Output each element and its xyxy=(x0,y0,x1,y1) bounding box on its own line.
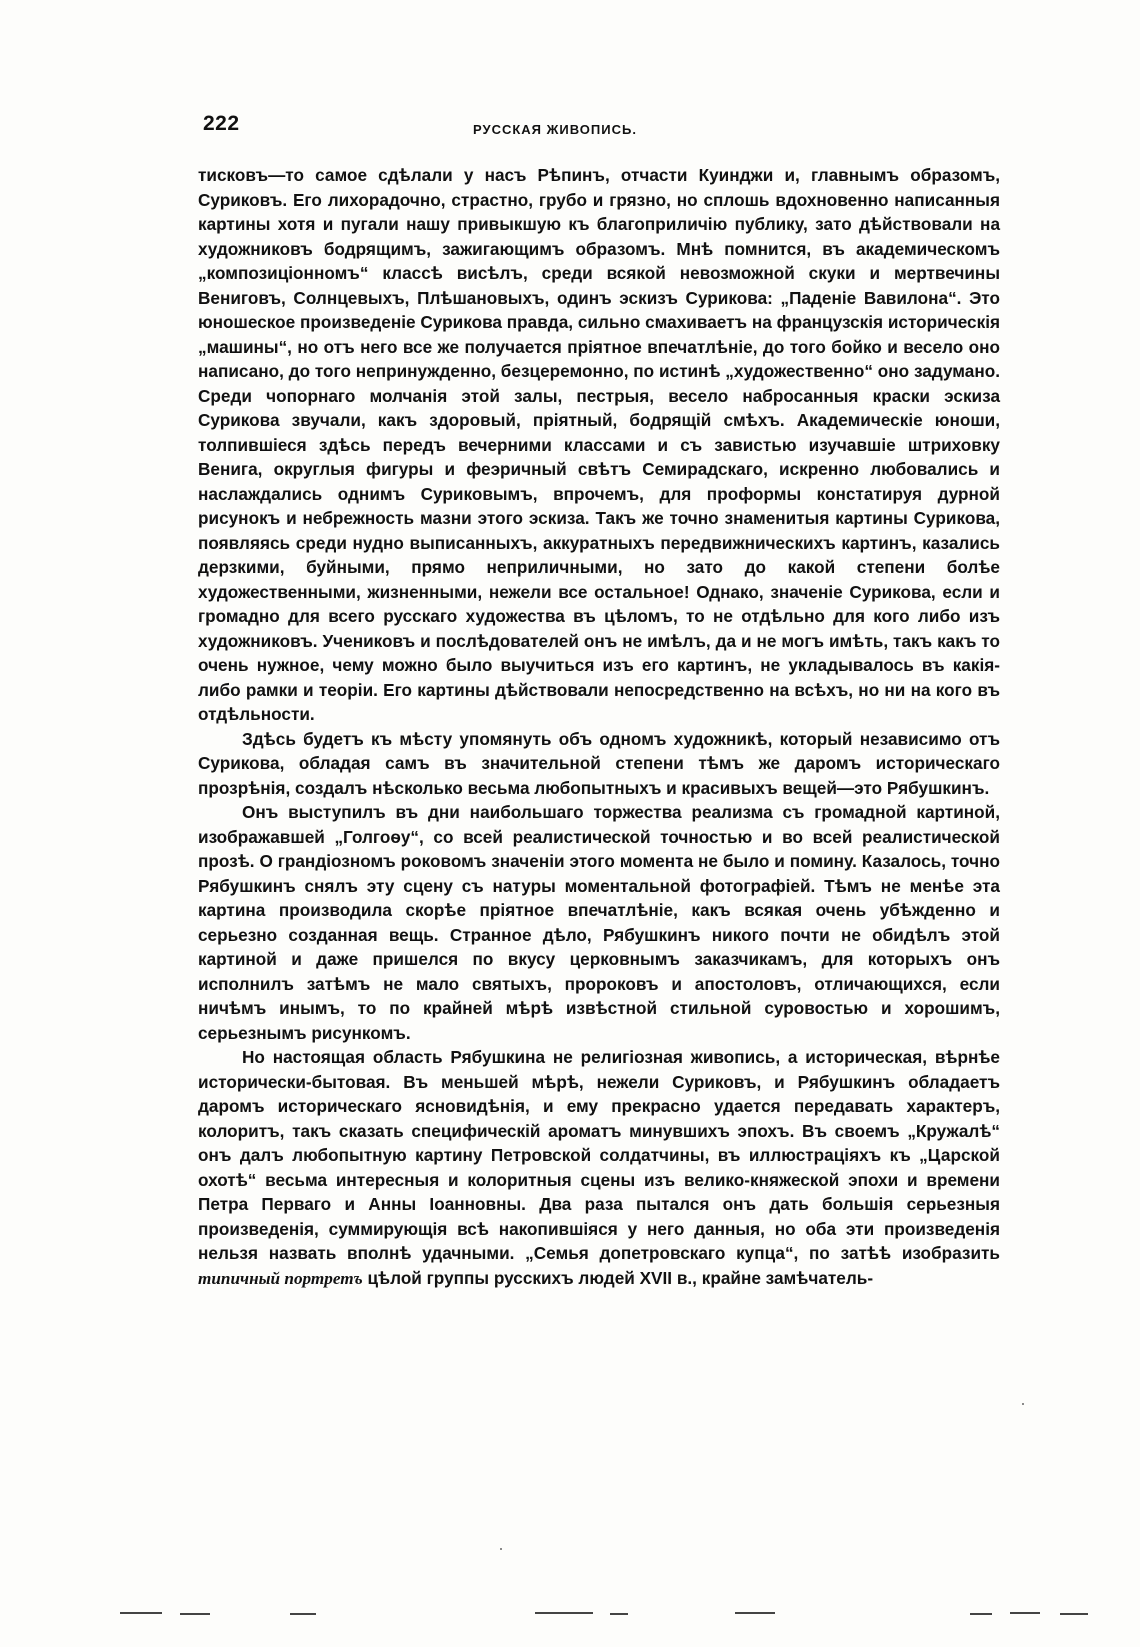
scan-mark xyxy=(120,1612,162,1614)
scan-speck xyxy=(500,1548,502,1550)
scan-mark xyxy=(610,1613,628,1615)
scan-mark xyxy=(735,1612,775,1614)
paragraph: Здѣсь будетъ къ мѣсту упомянуть объ одномъ художникѣ, который независимо отъ Сурикова, обладая самъ въ значительной степени тѣмъ же даромъ историческаго прозрѣнія, создалъ нѣсколько весьма любопытныхъ и красивыхъ вещей—это Рябушкинъ. xyxy=(198,728,1000,798)
scan-mark xyxy=(535,1612,593,1614)
scan-mark xyxy=(1060,1613,1088,1615)
italic-phrase: типичный портретъ xyxy=(198,1268,363,1288)
paragraph: тисковъ—то самое сдѣлали у насъ Рѣпинъ, отчасти Куинджи и, главнымъ образомъ, Суриковъ. Его лихорадочно, страстно, грубо и грязно, но сплошь вдохновенно написанныя картины хотя и пугали нашу привыкшую къ благоприличію публику, зато дѣйствовали на художниковъ бодрящимъ, зажигающимъ образомъ. Мнѣ помнится, въ академическомъ „композиціонномъ“ классѣ висѣлъ, среди всякой невозможной скуки и мертвечины Вениговъ, Солнцевыхъ, Плѣшановыхъ, одинъ эскизъ Сурикова: „Паденіе Вавилона“. Это юношеское произведеніе Сурикова правда, сильно смахиваетъ на французскія историческія „машины“, но отъ него все же получается пріятное впечатлѣніе, до того бойко и весело оно написано, до того непринужденно, безцеремонно, по истинѣ „художественно“ оно задумано. Среди чопорнаго молчанія этой залы, пестрыя, весело набросанныя краски эскиза Сурикова звучали, какъ здоровый, пріятный, бодрящій смѣхъ. Академическіе юноши, толпившіеся здѣсь передъ вечерними классами и съ завистью изучавшіе штриховку Венига, округлыя фигуры и феэричный свѣтъ Семирадскаго, искренно любовались и наслаждались однимъ Суриковымъ, впрочемъ, для проформы констатируя дурной рисунокъ и небрежность мазни этого эскиза. Такъ же точно знаменитыя картины Сурикова, появляясь среди нудно выписанныхъ, аккуратныхъ передвижническихъ картинъ, казались дерзкими, буйными, прямо неприличными, но зато до какой степени болѣе художественными, жизненными, нежели все остальное! Однако, значеніе Сурикова, если и громадно для всего русскаго художества въ цѣломъ, то не отдѣльно для кого либо изъ художниковъ. Учениковъ и послѣдователей онъ не имѣлъ, да и не могъ имѣть, такъ какъ то очень нужное, чему можно было выучиться изъ его картинъ, не укладывалось въ какія-либо рамки и теоріи. Его картины дѣйствовали непосредственно на всѣхъ, но ни на кого въ отдѣльности. xyxy=(198,165,1000,724)
scan-mark xyxy=(1010,1612,1040,1614)
page-number: 222 xyxy=(203,112,240,135)
scan-mark xyxy=(290,1613,316,1615)
paragraph xyxy=(198,1045,1000,1291)
paragraph-text-end: цѣлой группы русскихъ людей XVII в., крайне замѣчатель- xyxy=(362,1267,874,1288)
running-title: РУССКАЯ ЖИВОПИСЬ. xyxy=(473,122,637,137)
body-text xyxy=(198,163,1000,1291)
page-header xyxy=(203,112,1003,142)
paragraph: Онъ выступилъ въ дни наибольшаго торжества реализма съ громадной картиной, изображавшей „Голгоѳу“, со всей реалистической точностью и во всей реалистической прозѣ. О грандіозномъ роковомъ значеніи этого момента не было и помину. Казалось, точно Рябушкинъ снялъ эту сцену съ натуры моментальной фотографіей. Тѣмъ не менѣе эта картина производила скорѣе пріятное впечатлѣніе, какъ всякая очень убѣжденно и серьезно созданная вещь. Странное дѣло, Рябушкинъ никого почти не обидѣлъ этой картиной и даже пришелся по вкусу церковнымъ заказчикамъ, для которыхъ онъ исполнилъ затѣмъ не мало святыхъ, пророковъ и апостоловъ, отличающихся, если ничѣмъ инымъ, то по крайней мѣрѣ извѣстной стильной суровостью и хорошимъ, серьезнымъ рисункомъ. xyxy=(198,802,1000,1043)
paragraph-text: Но настоящая область Рябушкина не религіозная живопись, а историческая, вѣрнѣе исторически-бытовая. Въ меньшей мѣрѣ, нежели Суриковъ, и Рябушкинъ обладаетъ даромъ историческаго ясновидѣнія, и ему прекрасно удается передавать характеръ, колоритъ, такъ сказать специфическій ароматъ минувшихъ эпохъ. Въ своемъ „Кружалѣ“ онъ далъ любопытную картину Петровской солдатчины, въ иллюстраціяхъ къ „Царской охотѣ“ весьма интересныя и колоритныя сцены изъ велико-княжеской эпохи и времени Петра Перваго и Анны Іоанновны. Два раза пытался онъ дать большія серьезныя произведенія, суммирующія всѣ накопившіяся у него данныя, но оба эти произведенія нельзя назвать вполнѣ удачными. „Семья допетровскаго купца“, по затѣѣ изобразить xyxy=(198,1047,1000,1263)
scan-artifacts xyxy=(0,1600,1140,1640)
scan-mark xyxy=(970,1613,992,1615)
scan-speck xyxy=(1022,1403,1024,1405)
scan-mark xyxy=(180,1613,210,1615)
